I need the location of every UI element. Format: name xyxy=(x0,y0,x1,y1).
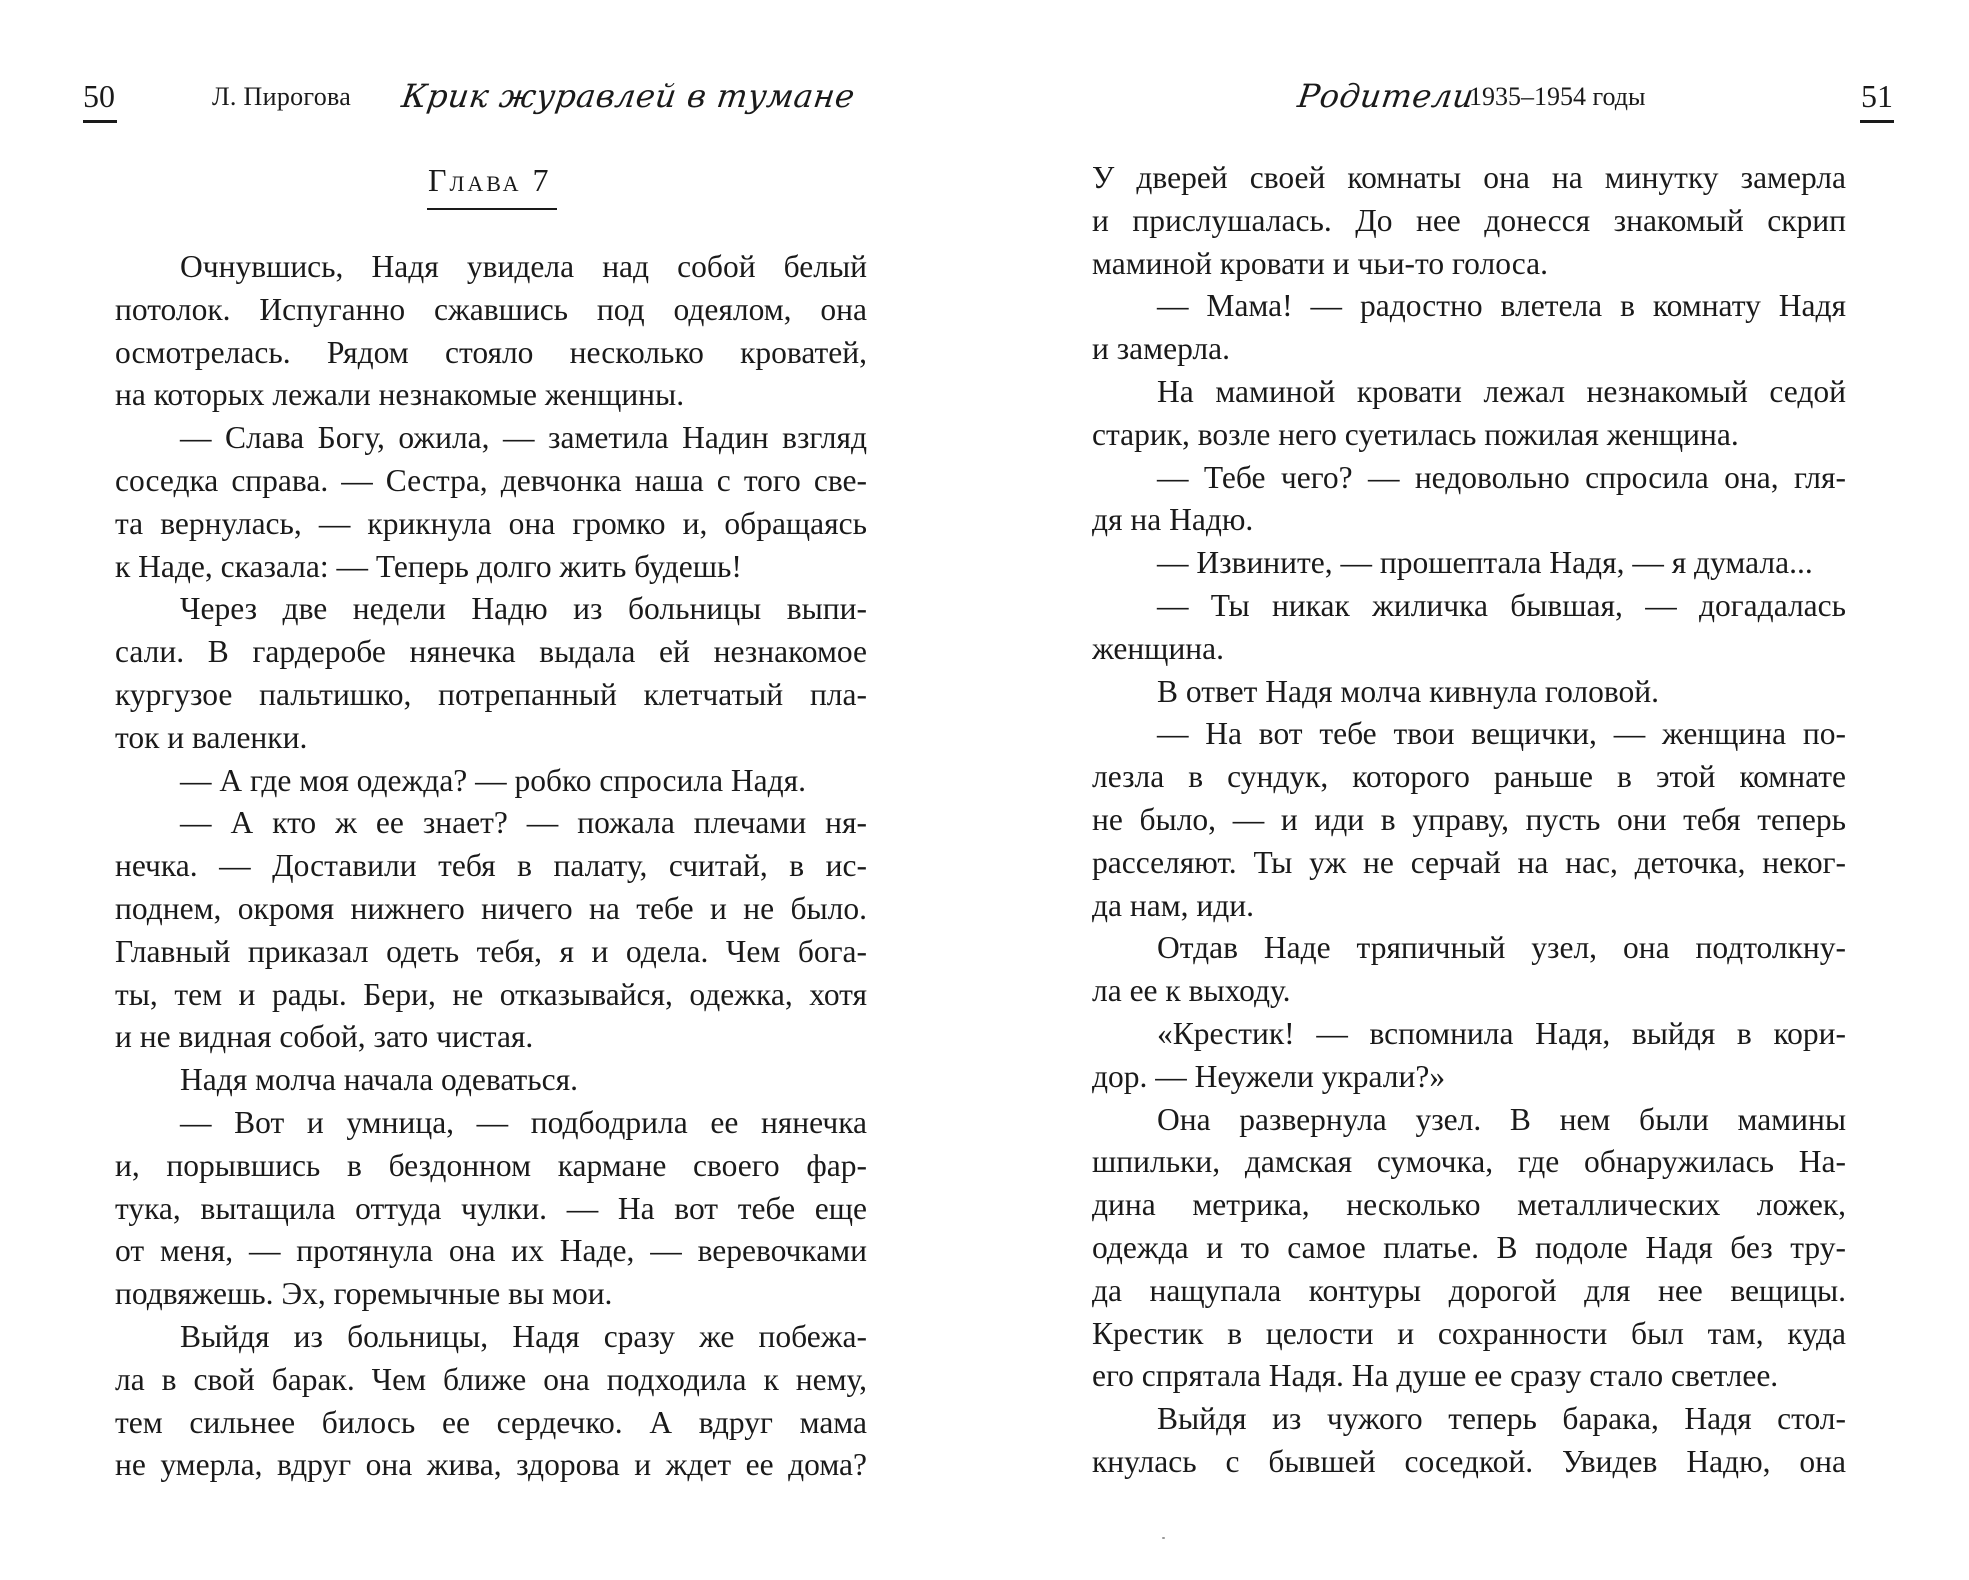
text-line: сали. В гардеробе нянечка выдала ей незнакомое xyxy=(115,634,867,670)
text-line: кургузое пальтишко, потрепанный клетчатый пла- xyxy=(115,676,867,712)
text-line: нечка. — Доставили тебя в палату, считай, в ис- xyxy=(115,848,867,884)
chapter-title-rule xyxy=(427,208,557,210)
text-line: — Мама! — радостно влетела в комнату Надя xyxy=(1157,288,1846,324)
text-line: к Наде, сказала: — Теперь долго жить будешь! xyxy=(115,548,742,584)
text-line: и, порывшись в бездонном кармане своего фар- xyxy=(115,1147,867,1183)
text-line: тука, вытащила оттуда чулки. — На вот тебе еще xyxy=(115,1190,867,1226)
text-line: Главный приказал одеть тебя, я и одела. Чем бога- xyxy=(115,933,867,969)
page-number: 51 xyxy=(1861,78,1893,114)
text-line: — Ты никак жиличка бывшая, — догадалась xyxy=(1157,587,1846,623)
text-line: шпильки, дамская сумочка, где обнаружилась На- xyxy=(1092,1144,1846,1180)
left-running-head xyxy=(0,74,984,124)
text-line: и прислушалась. До нее донесся знакомый скрип xyxy=(1092,202,1846,238)
text-line: старик, возле него суетилась пожилая женщина. xyxy=(1092,416,1739,452)
page-number-underline xyxy=(83,120,117,123)
text-line: ла в свой барак. Чем ближе она подходила к нему, xyxy=(115,1361,867,1397)
text-line: женщина. xyxy=(1092,630,1225,666)
right-body-text xyxy=(1092,157,1846,1484)
text-line: Она развернула узел. В нем были мамины xyxy=(1157,1101,1846,1137)
text-line: и замерла. xyxy=(1092,331,1230,367)
text-line: ла ее к выходу. xyxy=(1092,973,1291,1009)
text-line: ток и валенки. xyxy=(115,719,308,755)
running-head-book-title: Крик журавлей в тумане xyxy=(399,77,858,115)
text-line: соседка справа. — Сестра, девчонка наша с того све- xyxy=(115,462,867,498)
chapter-title: Глава 7 xyxy=(428,162,552,198)
text-line: «Крестик! — вспомнила Надя, выйдя в кори- xyxy=(1157,1015,1846,1051)
paper-speck xyxy=(1162,1537,1165,1539)
right-running-head xyxy=(985,74,1969,124)
text-line: кнулась с бывшей соседкой. Увидев Надю, она xyxy=(1092,1443,1846,1479)
text-line: У дверей своей комнаты она на минутку замерла xyxy=(1092,160,1846,195)
text-line: — Слава Богу, ожила, — заметила Надин взгляд xyxy=(180,420,867,456)
text-line: — На вот тебе твои вещички, — женщина по- xyxy=(1157,716,1846,752)
page-number-underline xyxy=(1860,120,1894,123)
text-line: дина метрика, несколько металлических ложек, xyxy=(1092,1187,1846,1223)
text-line: дор. — Неужели украли?» xyxy=(1092,1058,1446,1094)
text-line: не было, — и иди в управу, пусть они тебя теперь xyxy=(1092,801,1846,837)
text-line: его спрятала Надя. На душе ее сразу стало светлее. xyxy=(1092,1358,1779,1394)
running-head-author: Л. Пирогова xyxy=(212,82,352,111)
text-line: Крестик в целости и сохранности был там, куда xyxy=(1092,1315,1846,1351)
text-line: На маминой кровати лежал незнакомый седой xyxy=(1157,373,1846,409)
text-line: — Вот и умница, — подбодрила ее нянечка xyxy=(180,1104,867,1140)
text-line: от меня, — протянула она их Наде, — веревочками xyxy=(115,1233,867,1269)
text-line: Надя молча начала одеваться. xyxy=(180,1062,579,1098)
text-line: Выйдя из больницы, Надя сразу же побежа- xyxy=(180,1318,867,1354)
text-line: подвяжешь. Эх, горемычные вы мои. xyxy=(115,1276,613,1312)
text-line: Очнувшись, Надя увидела над собой белый xyxy=(180,249,867,284)
text-line: — Извините, — прошептала Надя, — я думала... xyxy=(1157,545,1813,581)
running-head-years: 1935–1954 годы xyxy=(1469,82,1646,111)
text-line: Выйдя из чужого теперь барака, Надя стол- xyxy=(1157,1401,1846,1437)
text-line: на которых лежали незнакомые женщины. xyxy=(115,377,685,413)
text-line: тем сильнее билось ее сердечко. А вдруг мама xyxy=(115,1404,867,1440)
text-line: осмотрелась. Рядом стояло несколько кроватей, xyxy=(115,334,867,370)
text-line: В ответ Надя молча кивнула головой. xyxy=(1157,673,1660,709)
text-line: ты, тем и рады. Бери, не отказывайся, одежка, хотя xyxy=(115,976,867,1012)
text-line: поднем, окромя нижнего ничего на тебе и не было. xyxy=(115,890,867,926)
text-line: одежда и то самое платье. В подоле Надя без тру- xyxy=(1092,1229,1846,1265)
text-line: маминой кровати и чьи-то голоса. xyxy=(1092,245,1548,281)
left-body-text xyxy=(115,246,867,1487)
text-line: дя на Надю. xyxy=(1092,502,1254,538)
left-page xyxy=(0,0,984,1580)
text-line: — А кто ж ее знает? — пожала плечами ня- xyxy=(180,805,867,841)
running-head-section-title: Родители xyxy=(1295,77,1477,115)
text-line: Отдав Наде тряпичный узел, она подтолкну- xyxy=(1157,930,1846,966)
text-line: расселяют. Ты уж не серчай на нас, деточка, неког- xyxy=(1092,844,1846,880)
text-line: та вернулась, — крикнула она громко и, обращаясь xyxy=(115,505,867,541)
text-line: да нам, иди. xyxy=(1092,887,1255,923)
text-line: и не видная собой, зато чистая. xyxy=(115,1019,534,1055)
text-line: — А где моя одежда? — робко спросила Надя. xyxy=(180,762,807,798)
text-line: да нащупала контуры дорогой для нее вещицы. xyxy=(1092,1272,1846,1308)
text-line: лезла в сундук, которого раньше в этой комнате xyxy=(1092,759,1846,795)
right-page xyxy=(985,0,1969,1580)
text-line: Через две недели Надю из больницы выпи- xyxy=(180,591,867,627)
text-line: не умерла, вдруг она жива, здорова и ждет ее дома? xyxy=(115,1447,867,1483)
page-number: 50 xyxy=(83,78,115,114)
text-line: потолок. Испуганно сжавшись под одеялом, она xyxy=(115,291,867,327)
text-line: — Тебе чего? — недовольно спросила она, гля- xyxy=(1157,459,1846,495)
